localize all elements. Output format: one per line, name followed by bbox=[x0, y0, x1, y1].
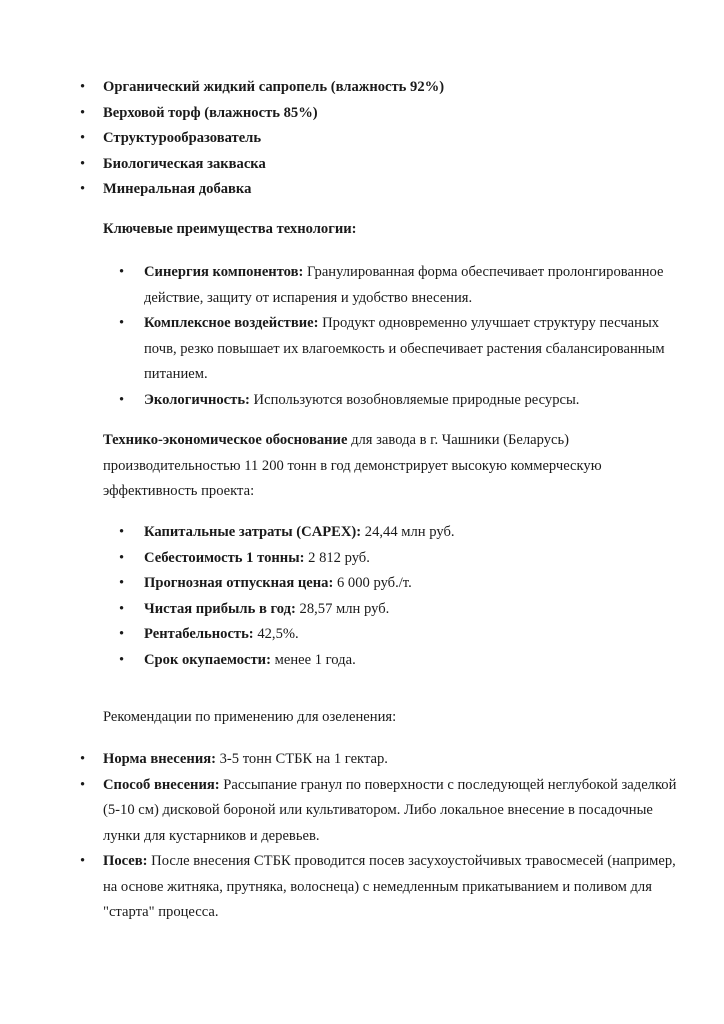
component-name: Верховой торф (влажность 85%) bbox=[103, 104, 318, 121]
bullet-icon: • bbox=[80, 79, 86, 95]
bullet-icon: • bbox=[119, 391, 125, 408]
bullet-icon: • bbox=[80, 776, 86, 793]
metric-term: Срок окупаемости: bbox=[144, 651, 271, 668]
advantage-text: Используются возобновляемые природные ресурсы. bbox=[249, 391, 580, 408]
list-item bbox=[80, 76, 680, 102]
advantages-list bbox=[119, 260, 679, 413]
advantage-text: Продукт одновременно улучшает структуру песчаных почв, резко повышает их влагоемкость и обеспечивает растения сбалансированным питанием. bbox=[144, 315, 665, 382]
metric-value: менее 1 года. bbox=[270, 651, 356, 668]
bullet-icon: • bbox=[119, 549, 125, 566]
bullet-icon: • bbox=[80, 751, 86, 767]
list-item bbox=[119, 622, 679, 648]
recommendations-list bbox=[80, 747, 680, 926]
metric-term: Рентабельность: bbox=[144, 626, 254, 642]
recommendation-text: Рассыпание гранул по поверхности с последующей неглубокой заделкой (5-10 см) дисковой бороной или культиватором. Либо локальное внесение в посадочные лунки для кустарников и деревьев. bbox=[103, 776, 677, 844]
list-item bbox=[119, 546, 679, 572]
metric-value: 42,5%. bbox=[253, 626, 299, 642]
bullet-icon: • bbox=[119, 524, 125, 540]
list-item bbox=[119, 571, 679, 597]
bullet-icon: • bbox=[80, 155, 86, 172]
recommendation-term: Норма внесения: bbox=[103, 751, 216, 767]
metric-value: 24,44 млн руб. bbox=[361, 524, 455, 540]
recommendation-text: 3-5 тонн СТБК на 1 гектар. bbox=[215, 751, 388, 767]
advantage-term: Экологичность: bbox=[144, 391, 250, 408]
recommendation-term: Посев: bbox=[103, 853, 148, 869]
recommendation-text: После внесения СТБК проводится посев засухоустойчивых травосмесей (например, на основе житняка, прутняка, волоснеца) с немедленным прикатыванием и поливом для "старта" процесса. bbox=[103, 853, 676, 920]
components-list bbox=[80, 76, 680, 204]
feasibility-paragraph bbox=[103, 428, 663, 505]
list-item bbox=[80, 153, 680, 179]
bullet-icon: • bbox=[80, 104, 86, 121]
recommendation-term: Способ внесения: bbox=[103, 776, 220, 793]
advantages-heading: Ключевые преимущества технологии: bbox=[103, 221, 357, 237]
list-item bbox=[80, 102, 680, 128]
advantage-text: Гранулированная форма обеспечивает пролонгированное действие, защиту от испарения и удобство внесения. bbox=[144, 264, 664, 306]
metric-value: 2 812 руб. bbox=[304, 549, 370, 566]
advantage-term: Синергия компонентов: bbox=[144, 264, 304, 280]
list-item bbox=[80, 127, 680, 153]
feasibility-term: Технико-экономическое обоснование bbox=[103, 432, 348, 448]
list-item bbox=[119, 260, 679, 311]
component-name: Минеральная добавка bbox=[103, 181, 252, 197]
bullet-icon: • bbox=[119, 264, 125, 280]
bullet-icon: • bbox=[80, 181, 86, 197]
list-item bbox=[119, 520, 679, 546]
metric-term: Прогнозная отпускная цена: bbox=[144, 575, 334, 591]
component-name: Структурообразователь bbox=[103, 130, 262, 146]
component-name: Органический жидкий сапропель (влажность 92%) bbox=[103, 79, 445, 95]
bullet-icon: • bbox=[119, 315, 125, 331]
list-item bbox=[80, 178, 680, 204]
bullet-icon: • bbox=[80, 130, 86, 146]
list-item bbox=[119, 311, 679, 388]
list-item bbox=[119, 648, 679, 674]
advantage-term: Комплексное воздействие: bbox=[144, 315, 319, 331]
metric-term: Себестоимость 1 тонны: bbox=[144, 549, 305, 566]
bullet-icon: • bbox=[119, 600, 125, 617]
list-item bbox=[80, 747, 680, 773]
metric-value: 28,57 млн руб. bbox=[295, 600, 390, 617]
list-item bbox=[80, 773, 680, 850]
bullet-icon: • bbox=[119, 651, 125, 668]
list-item bbox=[119, 388, 679, 414]
metric-term: Капитальные затраты (CAPEX): bbox=[144, 524, 362, 540]
bullet-icon: • bbox=[80, 853, 86, 869]
list-item bbox=[80, 849, 680, 926]
component-name: Биологическая закваска bbox=[103, 155, 266, 172]
bullet-icon: • bbox=[119, 626, 125, 642]
bullet-icon: • bbox=[119, 575, 125, 591]
feasibility-text: для завода в г. Чашники (Беларусь) производительностью 11 200 тонн в год демонстрирует высокую коммерческую эффективность проекта: bbox=[103, 432, 602, 499]
recommendations-heading: Рекомендации по применению для озеленения: bbox=[103, 709, 397, 725]
metrics-list bbox=[119, 520, 679, 673]
metric-term: Чистая прибыль в год: bbox=[144, 600, 296, 617]
list-item bbox=[119, 597, 679, 623]
metric-value: 6 000 руб./т. bbox=[333, 575, 412, 591]
